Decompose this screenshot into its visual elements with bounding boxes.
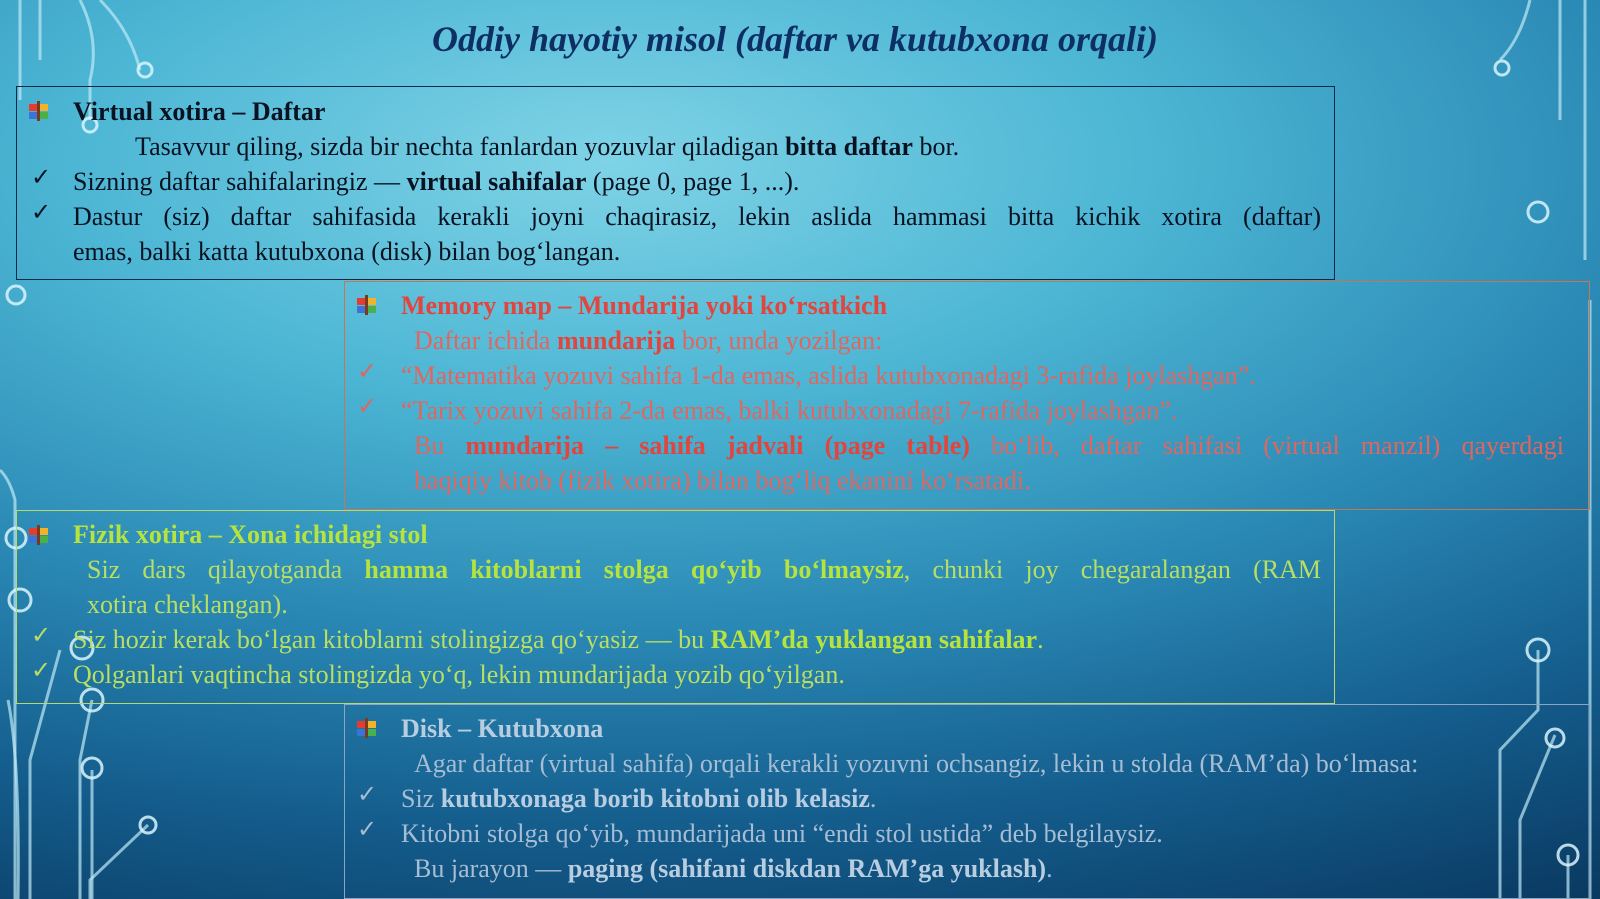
section-heading: Memory map – Mundarija yoki ko‘rsatkich — [401, 291, 888, 320]
slide-title: Oddiy hayotiy misol (daftar va kutubxona orqali) — [431, 19, 1158, 59]
list-item: Siz hozir kerak bo‘lgan kitoblarni stolingizga qo‘yasiz — bu RAM’da yuklangan sahifalar. — [73, 625, 1044, 654]
list-item: “Tarix yozuvi sahifa 2-da emas, balki kutubxonadagi 7-rafida joylashgan”. — [401, 396, 1178, 425]
list-item-continuation: emas, balki katta kutubxona (disk) bilan bog‘langan. — [73, 237, 621, 266]
list-item: Siz kutubxonaga borib kitobni olib kelasiz. — [401, 784, 877, 813]
checkmark-icon: ✓ — [357, 815, 378, 843]
flag-bullet-icon — [357, 718, 377, 738]
section-outro: Bu mundarija – sahifa jadvali (page table) bo‘lib, daftar sahifasi (virtual manzil) qayerdagi — [414, 431, 1564, 460]
section-memory-map — [344, 281, 1590, 510]
section-disk — [344, 704, 1590, 899]
checkmark-icon: ✓ — [31, 198, 52, 226]
checkmark-icon: ✓ — [357, 357, 378, 385]
list-item: Qolganlari vaqtincha stolingizda yo‘q, lekin mundarijada yozib qo‘yilgan. — [73, 660, 845, 689]
flag-bullet-icon — [29, 525, 49, 545]
section-physical-memory — [16, 510, 1335, 704]
checkmark-icon: ✓ — [31, 621, 52, 649]
section-virtual-memory — [16, 86, 1335, 280]
section-outro: Bu jarayon — paging (sahifani diskdan RAM’ga yuklash). — [414, 854, 1053, 883]
list-item: “Matematika yozuvi sahifa 1-da emas, aslida kutubxonadagi 3-rafida joylashgan”. — [401, 361, 1256, 390]
checkmark-icon: ✓ — [31, 656, 52, 684]
checkmark-icon: ✓ — [357, 780, 378, 808]
section-intro-continuation: xotira cheklangan). — [87, 590, 288, 619]
flag-bullet-icon — [357, 295, 377, 315]
flag-bullet-icon — [29, 101, 49, 121]
section-heading: Disk – Kutubxona — [401, 714, 604, 743]
section-intro: Siz dars qilayotganda hamma kitoblarni stolga qo‘yib bo‘lmaysiz, chunki joy chegaralangan (RAM — [87, 555, 1321, 584]
checkmark-icon: ✓ — [31, 163, 52, 191]
list-item: Dastur (siz) daftar sahifasida kerakli joyni chaqirasiz, lekin aslida hammasi bitta kichik xotira (daftar) — [73, 202, 1321, 231]
checkmark-icon: ✓ — [357, 392, 378, 420]
list-item: Sizning daftar sahifalaringiz — virtual sahifalar (page 0, page 1, ...). — [73, 167, 800, 196]
section-intro: Daftar ichida mundarija bor, unda yozilgan: — [414, 326, 883, 355]
section-intro: Agar daftar (virtual sahifa) orqali kerakli yozuvni ochsangiz, lekin u stolda (RAM’da) bo‘lmasa: — [414, 749, 1419, 778]
list-item: Kitobni stolga qo‘yib, mundarijada uni “endi stol ustida” deb belgilaysiz. — [401, 819, 1163, 848]
section-heading: Fizik xotira – Xona ichidagi stol — [73, 520, 428, 549]
section-outro-continuation: haqiqiy kitob (fizik xotira) bilan bog‘liq ekanini ko‘rsatadi. — [414, 466, 1031, 495]
section-intro: Tasavvur qiling, sizda bir nechta fanlardan yozuvlar qiladigan bitta daftar bor. — [135, 132, 960, 161]
section-heading: Virtual xotira – Daftar — [73, 97, 326, 126]
